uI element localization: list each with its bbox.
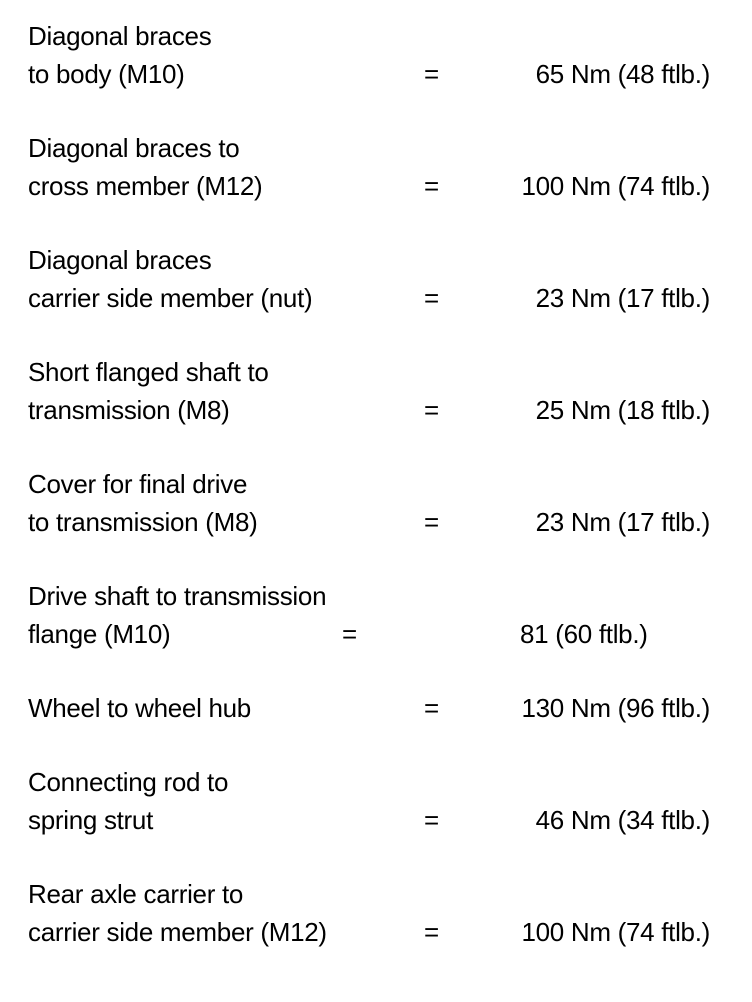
spec-item — [0, 654, 752, 734]
torque-value: 81 (60 ftlb.) — [520, 619, 648, 649]
spec-item — [0, 356, 752, 436]
spec-item — [0, 468, 752, 548]
spec-item — [0, 766, 752, 846]
equals-sign: = — [424, 395, 440, 425]
spec-description-line-2: to transmission (M8) — [28, 507, 258, 537]
spec-item — [0, 878, 752, 958]
equals-sign: = — [342, 619, 358, 649]
spec-description-line-1: Wheel to wheel hub — [28, 693, 251, 723]
torque-value: 100 Nm (74 ftlb.) — [521, 917, 710, 947]
spec-description-line-1: Rear axle carrier to — [28, 879, 244, 909]
equals-sign: = — [424, 171, 440, 201]
spec-item — [0, 132, 752, 212]
equals-sign: = — [424, 283, 440, 313]
equals-sign: = — [424, 693, 440, 723]
equals-sign: = — [424, 507, 440, 537]
equals-sign: = — [424, 805, 440, 835]
spec-description-line-2: carrier side member (nut) — [28, 283, 313, 313]
spec-description-line-1: Drive shaft to transmission — [28, 581, 327, 611]
spec-description-line-1: Connecting rod to — [28, 767, 229, 797]
torque-value: 100 Nm (74 ftlb.) — [521, 171, 710, 201]
equals-sign: = — [424, 59, 440, 89]
spec-description-line-2: carrier side member (M12) — [28, 917, 327, 947]
torque-value: 23 Nm (17 ftlb.) — [535, 507, 710, 537]
spec-description-line-1: Diagonal braces to — [28, 133, 240, 163]
spec-item — [0, 580, 752, 660]
spec-description-line-2: to body (M10) — [28, 59, 185, 89]
spec-description-line-1: Diagonal braces — [28, 245, 212, 275]
spec-description-line-2: spring strut — [28, 805, 154, 835]
equals-sign: = — [424, 917, 440, 947]
spec-description-line-2: flange (M10) — [28, 619, 171, 649]
torque-value: 25 Nm (18 ftlb.) — [535, 395, 710, 425]
torque-value: 65 Nm (48 ftlb.) — [535, 59, 710, 89]
spec-description-line-2: cross member (M12) — [28, 171, 263, 201]
torque-value: 23 Nm (17 ftlb.) — [535, 283, 710, 313]
torque-value: 46 Nm (34 ftlb.) — [535, 805, 710, 835]
spec-item — [0, 20, 752, 100]
torque-value: 130 Nm (96 ftlb.) — [521, 693, 710, 723]
spec-description-line-1: Diagonal braces — [28, 21, 212, 51]
spec-description-line-2: transmission (M8) — [28, 395, 230, 425]
spec-description-line-1: Cover for final drive — [28, 469, 248, 499]
spec-item — [0, 244, 752, 324]
spec-description-line-1: Short flanged shaft to — [28, 357, 269, 387]
